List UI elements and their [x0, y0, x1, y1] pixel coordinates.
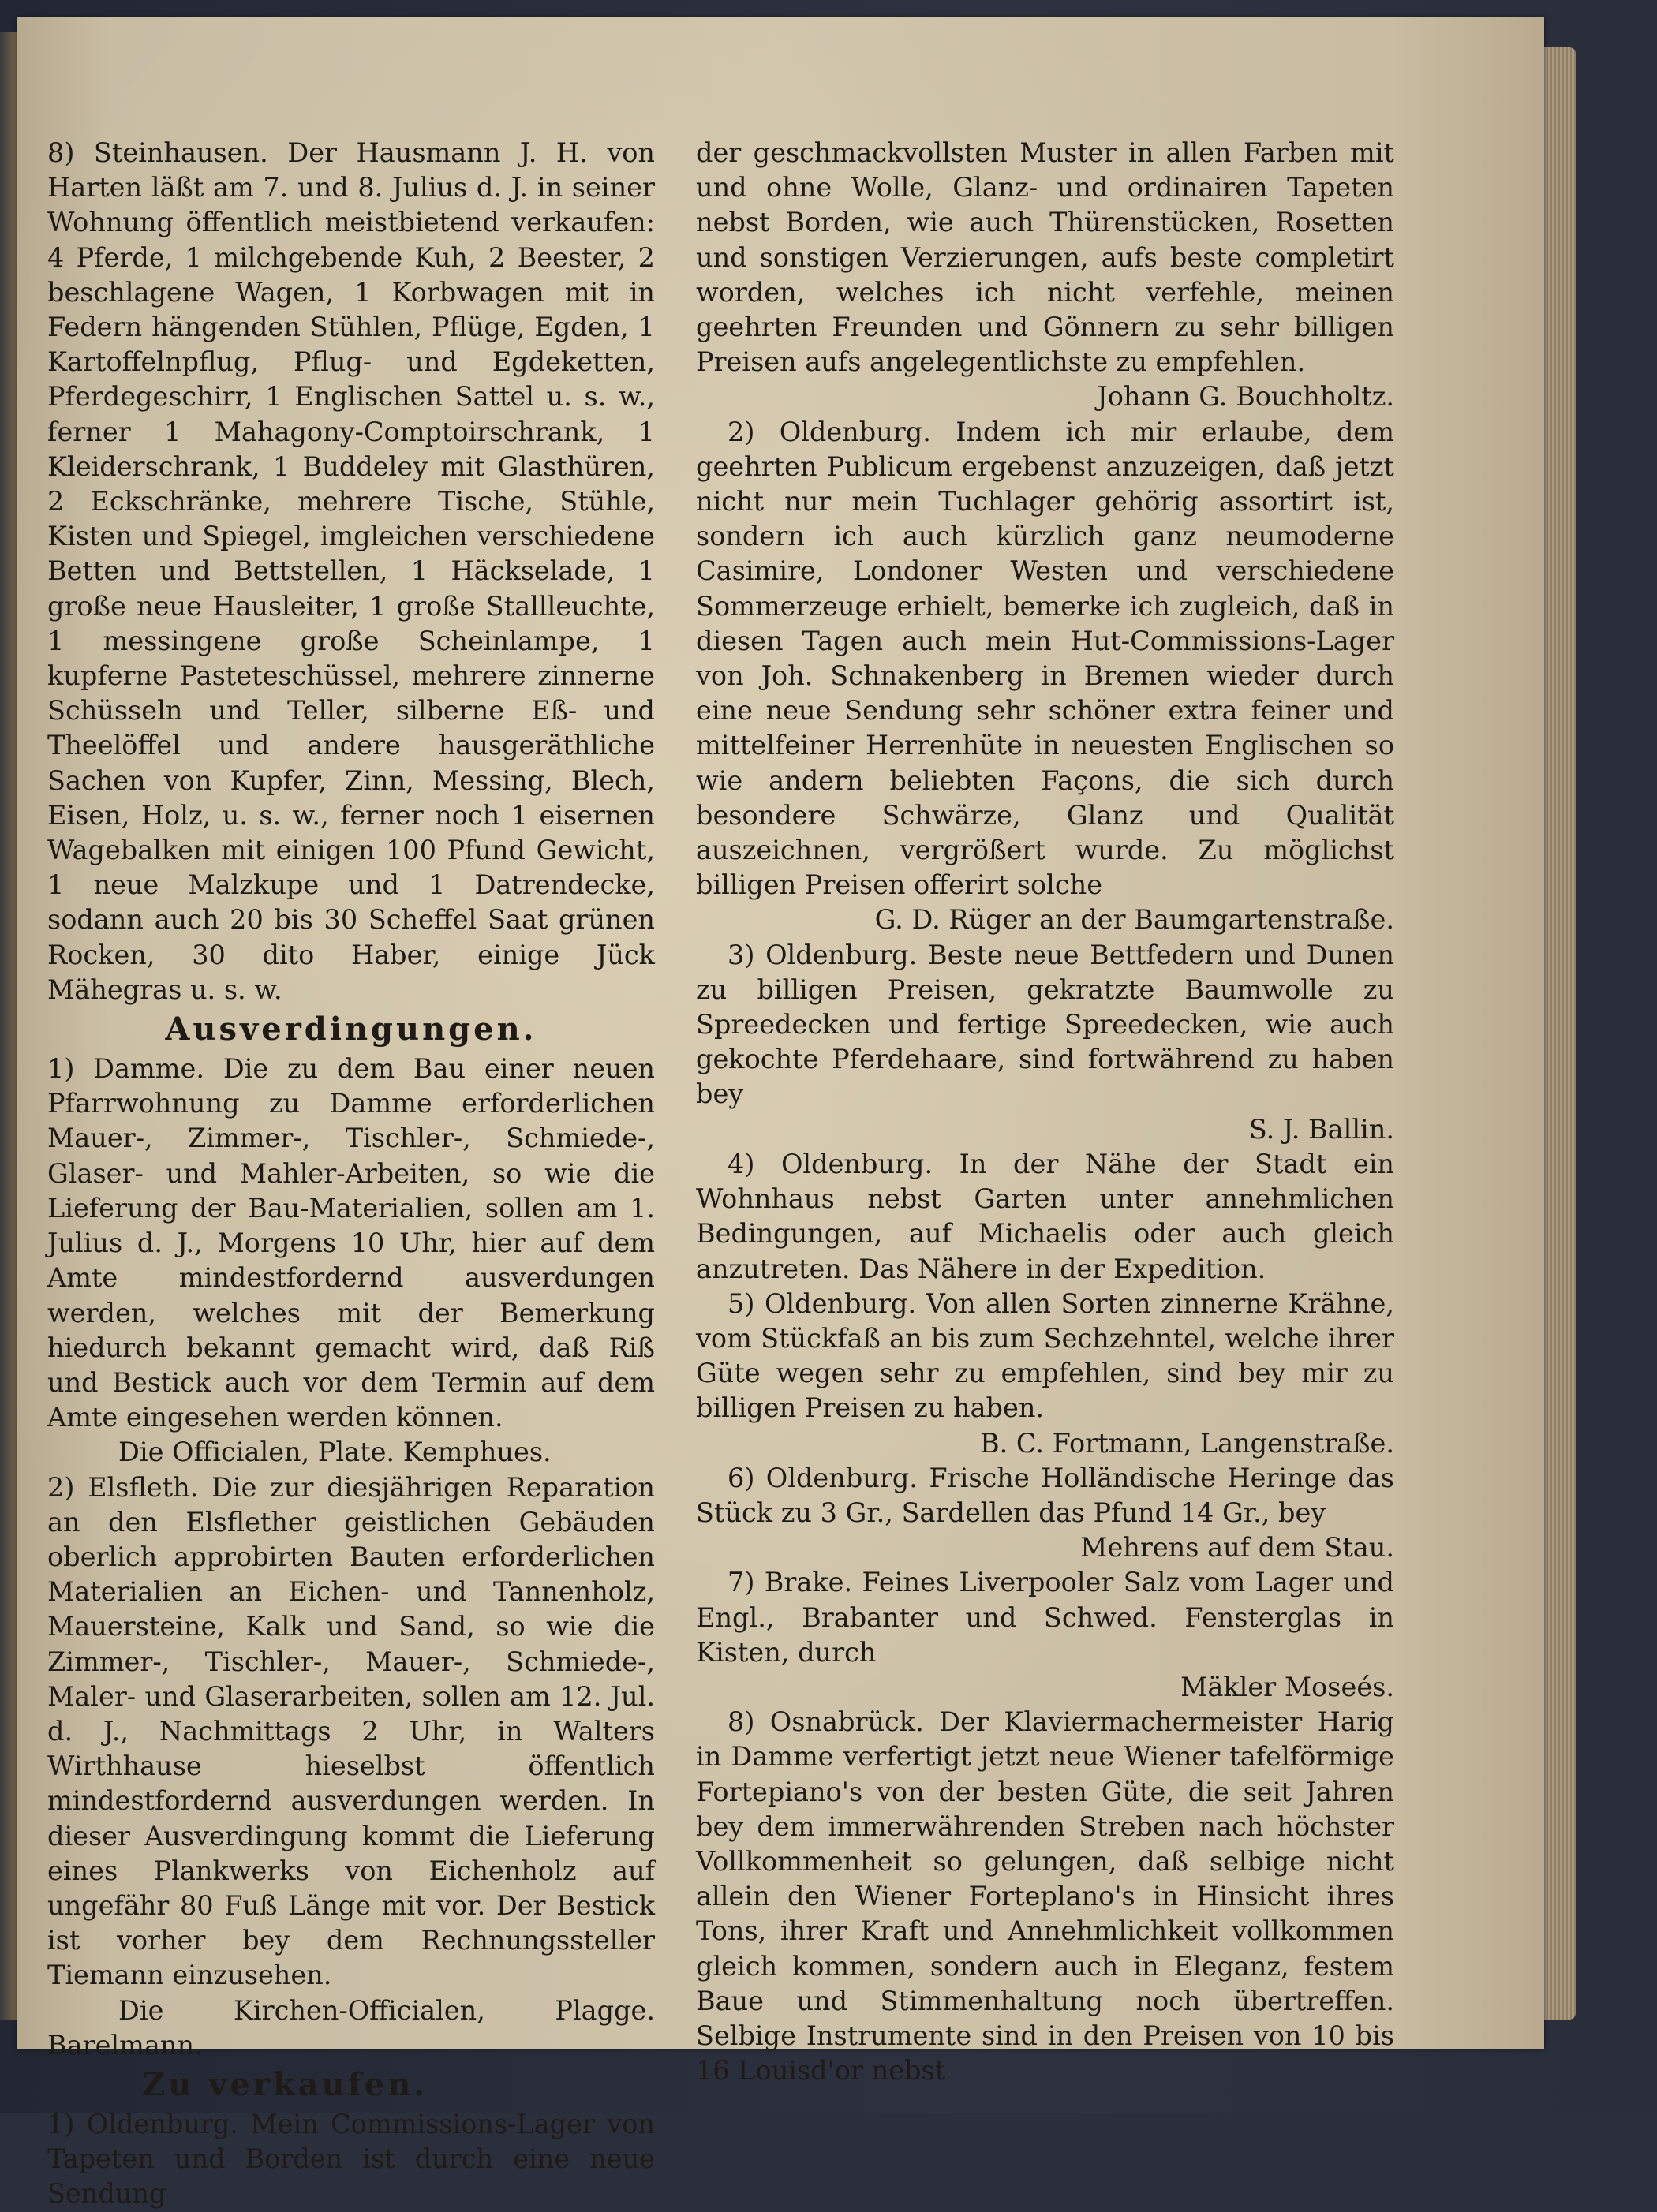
- signature-rueger: G. D. Rüger an der Baumgartenstraße.: [874, 904, 1394, 936]
- section-heading-ausverdingungen: Ausverdingungen.: [165, 1011, 537, 1048]
- notice-oldenburg-4: 4) Oldenburg. In der Nähe der Stadt ein Wohnhaus nebst Garten unter annehmlichen Bedingungen, auf Michaelis oder auch gleich anzutreten. Das Nähere in der Expedition.: [696, 1148, 1394, 1284]
- notice-oldenburg-3: 3) Oldenburg. Beste neue Bettfedern und Dunen zu billigen Preisen, gekratzte Baumwolle zu Spreedecken und fertige Spreedecken, wie auch gekochte Pferdehaare, sind fortwährend zu haben bey: [696, 939, 1394, 1110]
- newspaper-page: [17, 17, 1544, 2210]
- signature-moseés: Mäkler Moseés.: [1180, 1671, 1394, 1702]
- notice-brake: 7) Brake. Feines Liverpooler Salz vom Lager und Engl., Brabanter und Schwed. Fensterglas in Kisten, durch: [696, 1567, 1394, 1668]
- notice-steinhausen: 8) Steinhausen. Der Hausmann J. H. von Harten läßt am 7. und 8. Julius d. J. in seiner Wohnung öffentlich meistbietend verkaufen: 4 Pferde, 1 milchgebende Kuh, 2 Beester, 2 beschlagene Wagen, 1 Korbwagen mit in Federn hängenden Stühlen, Pflüge, Egden, 1 Kartoffelnpflug, Pflug- und Egdeketten, Pferdegeschirr, 1 Englischen Sattel u. s. w., ferner 1 Mahagony-Comptoirschrank, 1 Kleiderschrank, 1 Buddeley mit Glasthüren, 2 Eckschränke, mehrere Tische, Stühle, Kisten und Spiegel, imgleichen verschiedene Betten und Bettstellen, 1 Häckselade, 1 große neue Hausleiter, 1 große Stallleuchte, 1 messingene große Scheinlampe, 1 kupferne Pasteteschüssel, mehrere zinnerne Schüsseln und Teller, silberne Eß- und Theelöffel und andere hausgeräthliche Sachen von Kupfer, Zinn, Messing, Blech, Eisen, Holz, u. s. w., ferner noch 1 eisernen Wagebalken mit einigen 100 Pfund Gewicht, 1 neue Malzkupe und 1 Datrendecke, sodann auch 20 bis 30 Scheffel Saat grünen Rocken, 30 dito Haber, einige Jück Mähegras u. s. w.: [47, 137, 655, 1005]
- notice-oldenburg-1-cont: der geschmackvollsten Muster in allen Farben mit und ohne Wolle, Glanz- und ordinairen Tapeten nebst Borden, wie auch Thürenstücken, Rosetten und sonstigen Verzierungen, aufs beste completirt worden, welches ich nicht verfehle, meinen geehrten Freunden und Gönnern zu sehr billigen Preisen aufs angelegentlichste zu empfehlen.: [696, 137, 1394, 378]
- notice-oldenburg-5: 5) Oldenburg. Von allen Sorten zinnerne Krähne, vom Stückfaß an bis zum Sechzehntel, welche ihrer Güte wegen sehr zu empfehlen, sind bey mir zu billigen Preisen zu haben.: [696, 1287, 1394, 1424]
- signature-bouchholtz: Johann G. Bouchholtz.: [1097, 381, 1394, 413]
- notice-oldenburg-2: 2) Oldenburg. Indem ich mir erlaube, dem geehrten Publicum ergebenst anzuzeigen, daß jetzt nicht nur mein Tuchlager gehörig assortirt ist, sondern ich auch kürzlich ganz neumoderne Casimire, Londoner Westen und verschiedene Sommerzeuge erhielt, bemerke ich zugleich, daß in diesen Tagen auch mein Hut-Commissions-Lager von Joh. Schnakenberg in Bremen wieder durch eine neue Sendung sehr schöner extra feiner und mittelfeiner Herrenhüte in neuesten Englischen so wie andern beliebten Façons, die sich durch besondere Schwärze, Glanz und Qualität auszeichnen, vergrößert wurde. Zu möglichst billigen Preisen offerirt solche: [696, 416, 1394, 901]
- signature-damme: Die Officialen, Plate. Kemphues.: [118, 1437, 552, 1468]
- right-column: [696, 136, 1394, 2088]
- left-column: [47, 136, 655, 2212]
- signature-mehrens: Mehrens auf dem Stau.: [1080, 1532, 1394, 1564]
- notice-damme: 1) Damme. Die zu dem Bau einer neuen Pfarrwohnung zu Damme erforderlichen Mauer-, Zimmer-, Tischler-, Schmiede-, Glaser- und Mahler-Arbeiten, so wie die Lieferung der Bau-Materialien, sollen am 1. Julius d. J., Morgens 10 Uhr, hier auf dem Amte mindestfordernd ausverdungen werden, welches mit der Bemerkung hiedurch bekannt gemacht wird, daß Riß und Bestick auch vor dem Termin auf dem Amte eingesehen werden können.: [47, 1053, 655, 1433]
- page-stack-edge: [1544, 47, 1576, 2020]
- signature-fortmann: B. C. Fortmann, Langenstraße.: [979, 1427, 1394, 1459]
- section-heading-zu-verkaufen: Zu verkaufen.: [142, 2065, 428, 2103]
- notice-elsfleth: 2) Elsfleth. Die zur diesjährigen Reparation an den Elsflether geistlichen Gebäuden oberlich approbirten Bauten erforderlichen Materialien an Eichen- und Tannenholz, Mauersteine, Kalk und Sand, so wie die Zimmer-, Tischler-, Mauer-, Schmiede-, Maler- und Glaserarbeiten, sollen am 12. Jul. d. J., Nachmittags 2 Uhr, in Walters Wirthhause hieselbst öffentlich mindestfordernd ausverdungen werden. In dieser Ausverdingung kommt die Lieferung eines Plankwerks von Eichenholz auf ungefähr 80 Fuß Länge mit vor. Der Bestick ist vorher bey dem Rechnungssteller Tiemann einzusehen.: [47, 1471, 655, 1991]
- notice-oldenburg-1-start: 1) Oldenburg. Mein Commissions-Lager von Tapeten und Borden ist durch eine neue Sendung: [47, 2108, 655, 2210]
- notice-osnabrueck: 8) Osnabrück. Der Klaviermachermeister Harig in Damme verfertigt jetzt neue Wiener tafelförmige Fortepiano's von der besten Güte, die seit Jahren bey dem immerwährenden Streben nach höchster Vollkommenheit so gelungen, daß selbige nicht allein den Wiener Forteplano's in Hinsicht ihres Tons, ihrer Kraft und Annehmlichkeit vollkommen gleich kommen, sondern auch in Eleganz, festem Baue und Stimmenhaltung noch übertreffen. Selbige Instrumente sind in den Preisen von 10 bis 16 Louisd'or nebst: [696, 1706, 1394, 2087]
- signature-elsfleth: Die Kirchen-Officialen, Plagge. Barelmann.: [47, 1994, 655, 2061]
- signature-ballin: S. J. Ballin.: [1248, 1113, 1394, 1145]
- notice-oldenburg-6: 6) Oldenburg. Frische Holländische Heringe das Stück zu 3 Gr., Sardellen das Pfund 14 Gr., bey: [696, 1462, 1394, 1528]
